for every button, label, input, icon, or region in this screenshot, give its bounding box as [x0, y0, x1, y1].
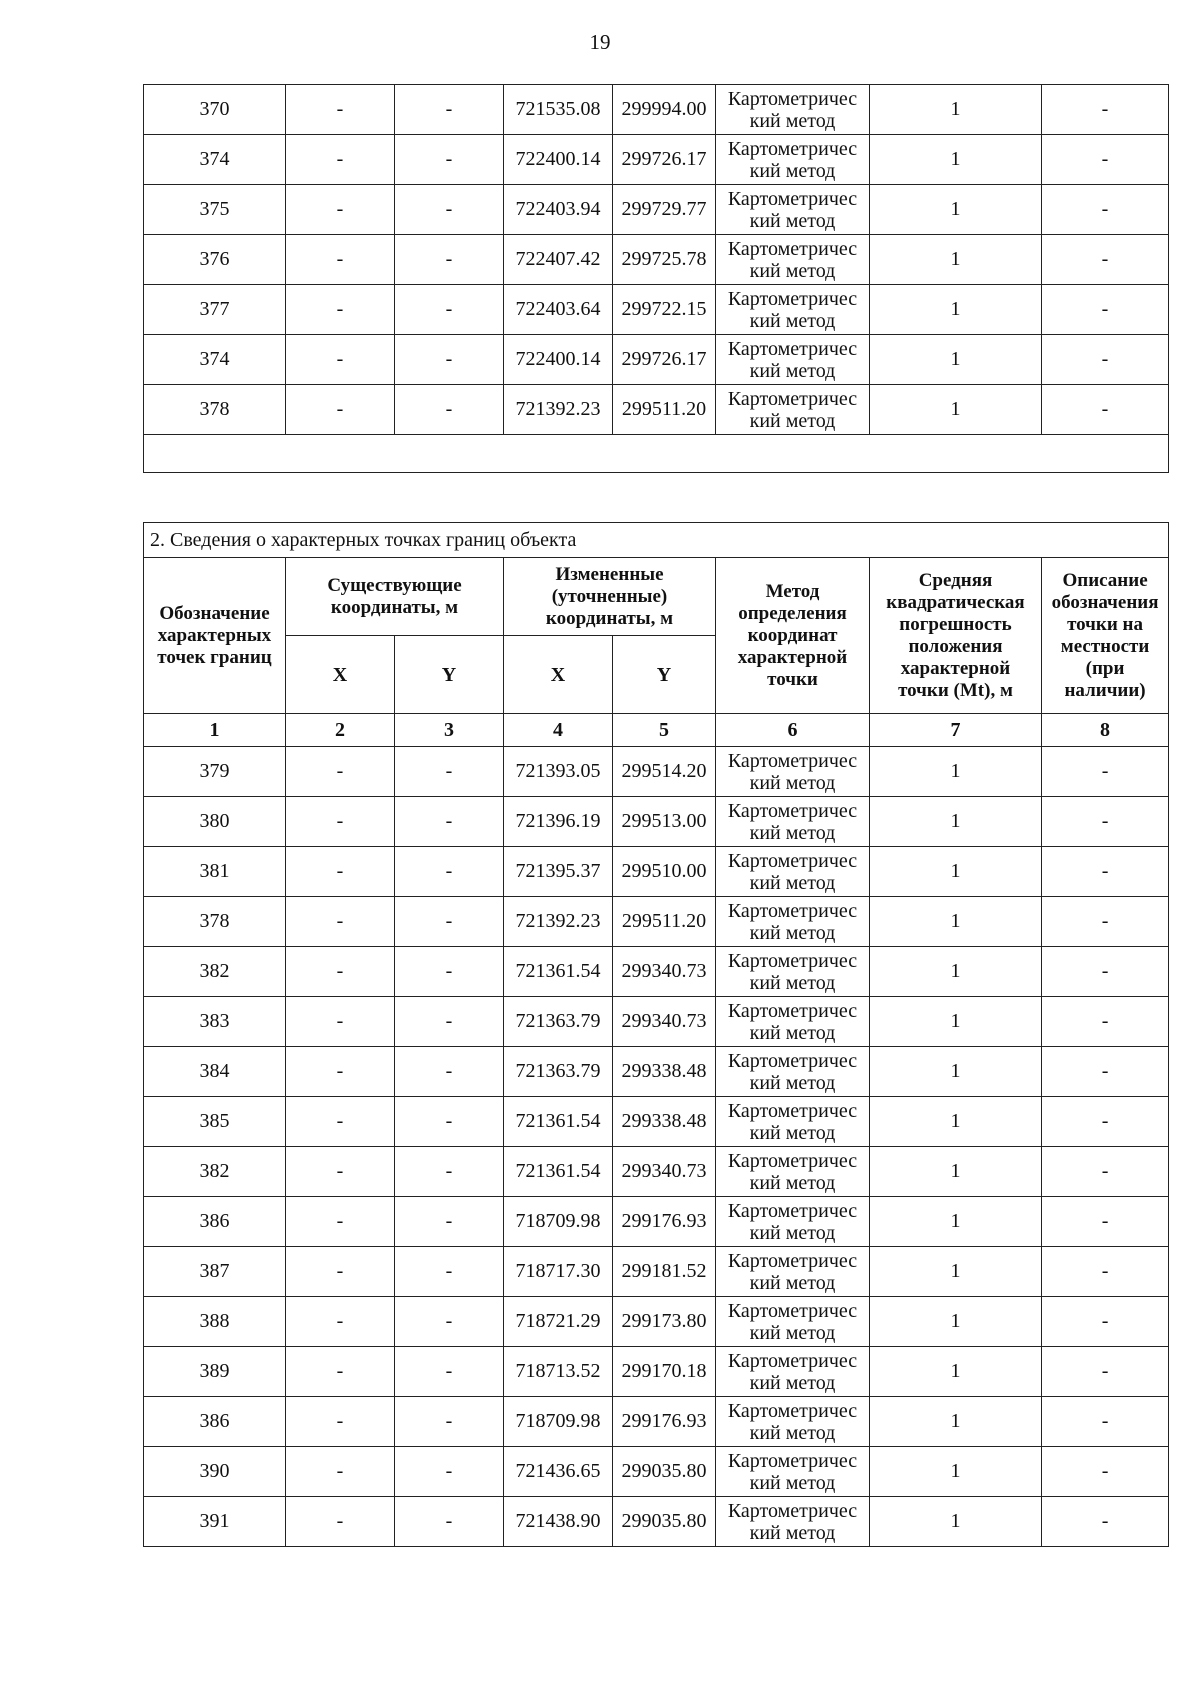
cell-existing-x: - — [286, 897, 395, 947]
cell-mt: 1 — [870, 997, 1042, 1047]
cell-changed-x: 721361.54 — [504, 947, 613, 997]
cell-existing-x: - — [286, 1397, 395, 1447]
cell-method: Картометричес кий метод — [716, 897, 870, 947]
cell-mt: 1 — [870, 135, 1042, 185]
cell-method: Картометричес кий метод — [716, 1447, 870, 1497]
cell-existing-x: - — [286, 797, 395, 847]
table-row — [144, 85, 1169, 135]
cell-existing-x: - — [286, 85, 395, 135]
cell-existing-y: - — [395, 185, 504, 235]
cell-point: 386 — [144, 1397, 286, 1447]
cell-method: Картометричес кий метод — [716, 185, 870, 235]
cell-point: 370 — [144, 85, 286, 135]
cell-mt: 1 — [870, 1347, 1042, 1397]
cell-changed-x: 721361.54 — [504, 1097, 613, 1147]
cell-changed-x: 721395.37 — [504, 847, 613, 897]
cell-existing-y: - — [395, 897, 504, 947]
header-description: Описание обозначения точки на местности (при наличии) — [1042, 558, 1169, 714]
cell-method: Картометричес кий метод — [716, 997, 870, 1047]
cell-mt: 1 — [870, 235, 1042, 285]
cell-description: - — [1042, 1497, 1169, 1547]
cell-existing-y: - — [395, 1197, 504, 1247]
table-row — [144, 335, 1169, 385]
cell-point: 390 — [144, 1447, 286, 1497]
cell-description: - — [1042, 947, 1169, 997]
cell-method: Картометричес кий метод — [716, 1147, 870, 1197]
cell-point: 379 — [144, 747, 286, 797]
cell-point: 378 — [144, 385, 286, 435]
table-row — [144, 1497, 1169, 1547]
cell-existing-x: - — [286, 1447, 395, 1497]
cell-existing-y: - — [395, 1297, 504, 1347]
cell-method: Картометричес кий метод — [716, 85, 870, 135]
cell-description: - — [1042, 285, 1169, 335]
cell-point: 383 — [144, 997, 286, 1047]
boundary-points-table — [143, 522, 1169, 1547]
cell-point: 377 — [144, 285, 286, 335]
cell-mt: 1 — [870, 1297, 1042, 1347]
table-row — [144, 847, 1169, 897]
table-row — [144, 1447, 1169, 1497]
cell-changed-x: 722407.42 — [504, 235, 613, 285]
cell-existing-x: - — [286, 1197, 395, 1247]
cell-point: 380 — [144, 797, 286, 847]
cell-existing-x: - — [286, 135, 395, 185]
cell-changed-y: 299726.17 — [613, 335, 716, 385]
cell-changed-x: 721393.05 — [504, 747, 613, 797]
cell-point: 382 — [144, 947, 286, 997]
cell-existing-x: - — [286, 997, 395, 1047]
cell-existing-y: - — [395, 947, 504, 997]
cell-method: Картометричес кий метод — [716, 1047, 870, 1097]
section-title-row — [144, 523, 1169, 558]
cell-changed-y: 299725.78 — [613, 235, 716, 285]
table-row — [144, 747, 1169, 797]
cell-point: 375 — [144, 185, 286, 235]
cell-changed-x: 718713.52 — [504, 1347, 613, 1397]
cell-mt: 1 — [870, 385, 1042, 435]
cell-point: 381 — [144, 847, 286, 897]
cell-description: - — [1042, 1347, 1169, 1397]
empty-row — [144, 435, 1169, 473]
cell-method: Картометричес кий метод — [716, 797, 870, 847]
cell-mt: 1 — [870, 747, 1042, 797]
cell-existing-x: - — [286, 235, 395, 285]
cell-existing-y: - — [395, 1497, 504, 1547]
cell-existing-y: - — [395, 135, 504, 185]
cell-existing-y: - — [395, 285, 504, 335]
table-row — [144, 1147, 1169, 1197]
table-row — [144, 797, 1169, 847]
cell-existing-x: - — [286, 185, 395, 235]
cell-mt: 1 — [870, 285, 1042, 335]
cell-description: - — [1042, 1297, 1169, 1347]
cell-method: Картометричес кий метод — [716, 947, 870, 997]
cell-point: 388 — [144, 1297, 286, 1347]
cell-existing-y: - — [395, 335, 504, 385]
cell-point: 382 — [144, 1147, 286, 1197]
cell-changed-y: 299338.48 — [613, 1047, 716, 1097]
table-row — [144, 947, 1169, 997]
cell-changed-x: 721436.65 — [504, 1447, 613, 1497]
cell-changed-x: 722400.14 — [504, 335, 613, 385]
table-continuation-body — [144, 85, 1169, 435]
cell-mt: 1 — [870, 1397, 1042, 1447]
cell-existing-y: - — [395, 1147, 504, 1197]
column-number: 6 — [716, 714, 870, 747]
cell-changed-x: 718709.98 — [504, 1397, 613, 1447]
cell-existing-y: - — [395, 847, 504, 897]
boundary-points-body — [144, 747, 1169, 1547]
table-row — [144, 897, 1169, 947]
cell-existing-x: - — [286, 1297, 395, 1347]
cell-existing-y: - — [395, 1397, 504, 1447]
cell-mt: 1 — [870, 847, 1042, 897]
cell-existing-x: - — [286, 1047, 395, 1097]
cell-description: - — [1042, 797, 1169, 847]
cell-existing-x: - — [286, 1247, 395, 1297]
cell-existing-x: - — [286, 335, 395, 385]
cell-changed-y: 299340.73 — [613, 997, 716, 1047]
cell-description: - — [1042, 1247, 1169, 1297]
cell-changed-x: 721438.90 — [504, 1497, 613, 1547]
cell-method: Картометричес кий метод — [716, 385, 870, 435]
column-number: 4 — [504, 714, 613, 747]
cell-changed-y: 299511.20 — [613, 897, 716, 947]
cell-existing-y: - — [395, 1097, 504, 1147]
cell-existing-x: - — [286, 1497, 395, 1547]
table-row — [144, 1097, 1169, 1147]
header-existing-y: Y — [395, 636, 504, 714]
cell-existing-y: - — [395, 385, 504, 435]
table-row — [144, 235, 1169, 285]
cell-point: 378 — [144, 897, 286, 947]
cell-method: Картометричес кий метод — [716, 1247, 870, 1297]
header-existing-x: X — [286, 636, 395, 714]
cell-description: - — [1042, 747, 1169, 797]
cell-mt: 1 — [870, 1047, 1042, 1097]
table-row — [144, 285, 1169, 335]
cell-mt: 1 — [870, 797, 1042, 847]
cell-point: 391 — [144, 1497, 286, 1547]
cell-existing-y: - — [395, 1447, 504, 1497]
cell-changed-x: 722403.94 — [504, 185, 613, 235]
cell-changed-y: 299338.48 — [613, 1097, 716, 1147]
cell-changed-y: 299170.18 — [613, 1347, 716, 1397]
header-mt: Средняя квадратическая погрешность положения характерной точки (Mt), м — [870, 558, 1042, 714]
cell-changed-x: 718717.30 — [504, 1247, 613, 1297]
empty-cell — [144, 435, 1169, 473]
cell-point: 386 — [144, 1197, 286, 1247]
cell-existing-x: - — [286, 947, 395, 997]
cell-changed-y: 299514.20 — [613, 747, 716, 797]
cell-changed-x: 721392.23 — [504, 897, 613, 947]
cell-point: 374 — [144, 335, 286, 385]
column-number: 2 — [286, 714, 395, 747]
cell-description: - — [1042, 1097, 1169, 1147]
column-number: 7 — [870, 714, 1042, 747]
table-row — [144, 185, 1169, 235]
table-row — [144, 1397, 1169, 1447]
cell-changed-y: 299340.73 — [613, 1147, 716, 1197]
cell-changed-y: 299510.00 — [613, 847, 716, 897]
cell-existing-x: - — [286, 847, 395, 897]
table-row — [144, 997, 1169, 1047]
cell-method: Картометричес кий метод — [716, 1297, 870, 1347]
table-row — [144, 135, 1169, 185]
cell-changed-x: 721535.08 — [504, 85, 613, 135]
cell-changed-y: 299513.00 — [613, 797, 716, 847]
cell-point: 385 — [144, 1097, 286, 1147]
cell-changed-y: 299035.80 — [613, 1497, 716, 1547]
section-title: 2. Сведения о характерных точках границ объекта — [144, 523, 1169, 558]
cell-changed-y: 299722.15 — [613, 285, 716, 335]
cell-description: - — [1042, 85, 1169, 135]
cell-description: - — [1042, 897, 1169, 947]
cell-description: - — [1042, 1047, 1169, 1097]
table-row — [144, 1197, 1169, 1247]
cell-changed-x: 721363.79 — [504, 1047, 613, 1097]
page-number: 19 — [589, 30, 611, 54]
cell-existing-y: - — [395, 997, 504, 1047]
cell-method: Картометричес кий метод — [716, 135, 870, 185]
cell-method: Картометричес кий метод — [716, 1497, 870, 1547]
table-row — [144, 1047, 1169, 1097]
cell-changed-x: 721396.19 — [504, 797, 613, 847]
cell-existing-x: - — [286, 1347, 395, 1397]
cell-existing-y: - — [395, 85, 504, 135]
cell-existing-y: - — [395, 797, 504, 847]
cell-description: - — [1042, 385, 1169, 435]
cell-changed-x: 721392.23 — [504, 385, 613, 435]
cell-method: Картометричес кий метод — [716, 285, 870, 335]
column-number: 1 — [144, 714, 286, 747]
cell-description: - — [1042, 235, 1169, 285]
cell-description: - — [1042, 1147, 1169, 1197]
cell-description: - — [1042, 1197, 1169, 1247]
cell-changed-y: 299729.77 — [613, 185, 716, 235]
cell-mt: 1 — [870, 1247, 1042, 1297]
header-row — [144, 558, 1169, 636]
cell-method: Картометричес кий метод — [716, 1397, 870, 1447]
cell-mt: 1 — [870, 1147, 1042, 1197]
cell-method: Картометричес кий метод — [716, 1097, 870, 1147]
cell-changed-x: 718709.98 — [504, 1197, 613, 1247]
cell-method: Картометричес кий метод — [716, 747, 870, 797]
cell-existing-y: - — [395, 747, 504, 797]
table-row — [144, 385, 1169, 435]
cell-mt: 1 — [870, 85, 1042, 135]
column-numbers-row — [144, 714, 1169, 747]
header-changed-coordinates: Измененные (уточненные) координаты, м — [504, 558, 716, 636]
cell-existing-x: - — [286, 747, 395, 797]
cell-mt: 1 — [870, 1197, 1042, 1247]
cell-changed-x: 721363.79 — [504, 997, 613, 1047]
cell-mt: 1 — [870, 1447, 1042, 1497]
cell-point: 387 — [144, 1247, 286, 1297]
cell-changed-y: 299511.20 — [613, 385, 716, 435]
cell-changed-x: 722400.14 — [504, 135, 613, 185]
cell-mt: 1 — [870, 947, 1042, 997]
cell-mt: 1 — [870, 1097, 1042, 1147]
header-existing-coordinates: Существующие координаты, м — [286, 558, 504, 636]
cell-method: Картометричес кий метод — [716, 1347, 870, 1397]
cell-method: Картометричес кий метод — [716, 235, 870, 285]
table-continuation — [143, 84, 1169, 473]
cell-changed-x: 722403.64 — [504, 285, 613, 335]
cell-description: - — [1042, 185, 1169, 235]
cell-description: - — [1042, 997, 1169, 1047]
cell-point: 384 — [144, 1047, 286, 1097]
cell-changed-y: 299181.52 — [613, 1247, 716, 1297]
cell-mt: 1 — [870, 185, 1042, 235]
cell-method: Картометричес кий метод — [716, 1197, 870, 1247]
cell-changed-x: 721361.54 — [504, 1147, 613, 1197]
cell-existing-y: - — [395, 1047, 504, 1097]
cell-existing-y: - — [395, 1347, 504, 1397]
cell-method: Картометричес кий метод — [716, 847, 870, 897]
header-changed-y: Y — [613, 636, 716, 714]
cell-changed-y: 299176.93 — [613, 1197, 716, 1247]
cell-existing-y: - — [395, 235, 504, 285]
cell-changed-y: 299173.80 — [613, 1297, 716, 1347]
cell-method: Картометричес кий метод — [716, 335, 870, 385]
header-changed-x: X — [504, 636, 613, 714]
cell-point: 376 — [144, 235, 286, 285]
cell-changed-y: 299340.73 — [613, 947, 716, 997]
table-row — [144, 1247, 1169, 1297]
cell-mt: 1 — [870, 897, 1042, 947]
column-number: 8 — [1042, 714, 1169, 747]
header-method: Метод определения координат характерной точки — [716, 558, 870, 714]
cell-existing-x: - — [286, 285, 395, 335]
cell-changed-y: 299035.80 — [613, 1447, 716, 1497]
table-row — [144, 1297, 1169, 1347]
header-point: Обозначение характерных точек границ — [144, 558, 286, 714]
table-row — [144, 1347, 1169, 1397]
cell-existing-x: - — [286, 385, 395, 435]
cell-changed-x: 718721.29 — [504, 1297, 613, 1347]
cell-mt: 1 — [870, 1497, 1042, 1547]
column-number: 3 — [395, 714, 504, 747]
cell-description: - — [1042, 335, 1169, 385]
cell-description: - — [1042, 1397, 1169, 1447]
cell-description: - — [1042, 135, 1169, 185]
cell-changed-y: 299726.17 — [613, 135, 716, 185]
cell-description: - — [1042, 1447, 1169, 1497]
column-number: 5 — [613, 714, 716, 747]
cell-mt: 1 — [870, 335, 1042, 385]
cell-changed-y: 299994.00 — [613, 85, 716, 135]
cell-changed-y: 299176.93 — [613, 1397, 716, 1447]
cell-point: 374 — [144, 135, 286, 185]
cell-existing-x: - — [286, 1097, 395, 1147]
cell-description: - — [1042, 847, 1169, 897]
cell-existing-x: - — [286, 1147, 395, 1197]
cell-existing-y: - — [395, 1247, 504, 1297]
cell-point: 389 — [144, 1347, 286, 1397]
